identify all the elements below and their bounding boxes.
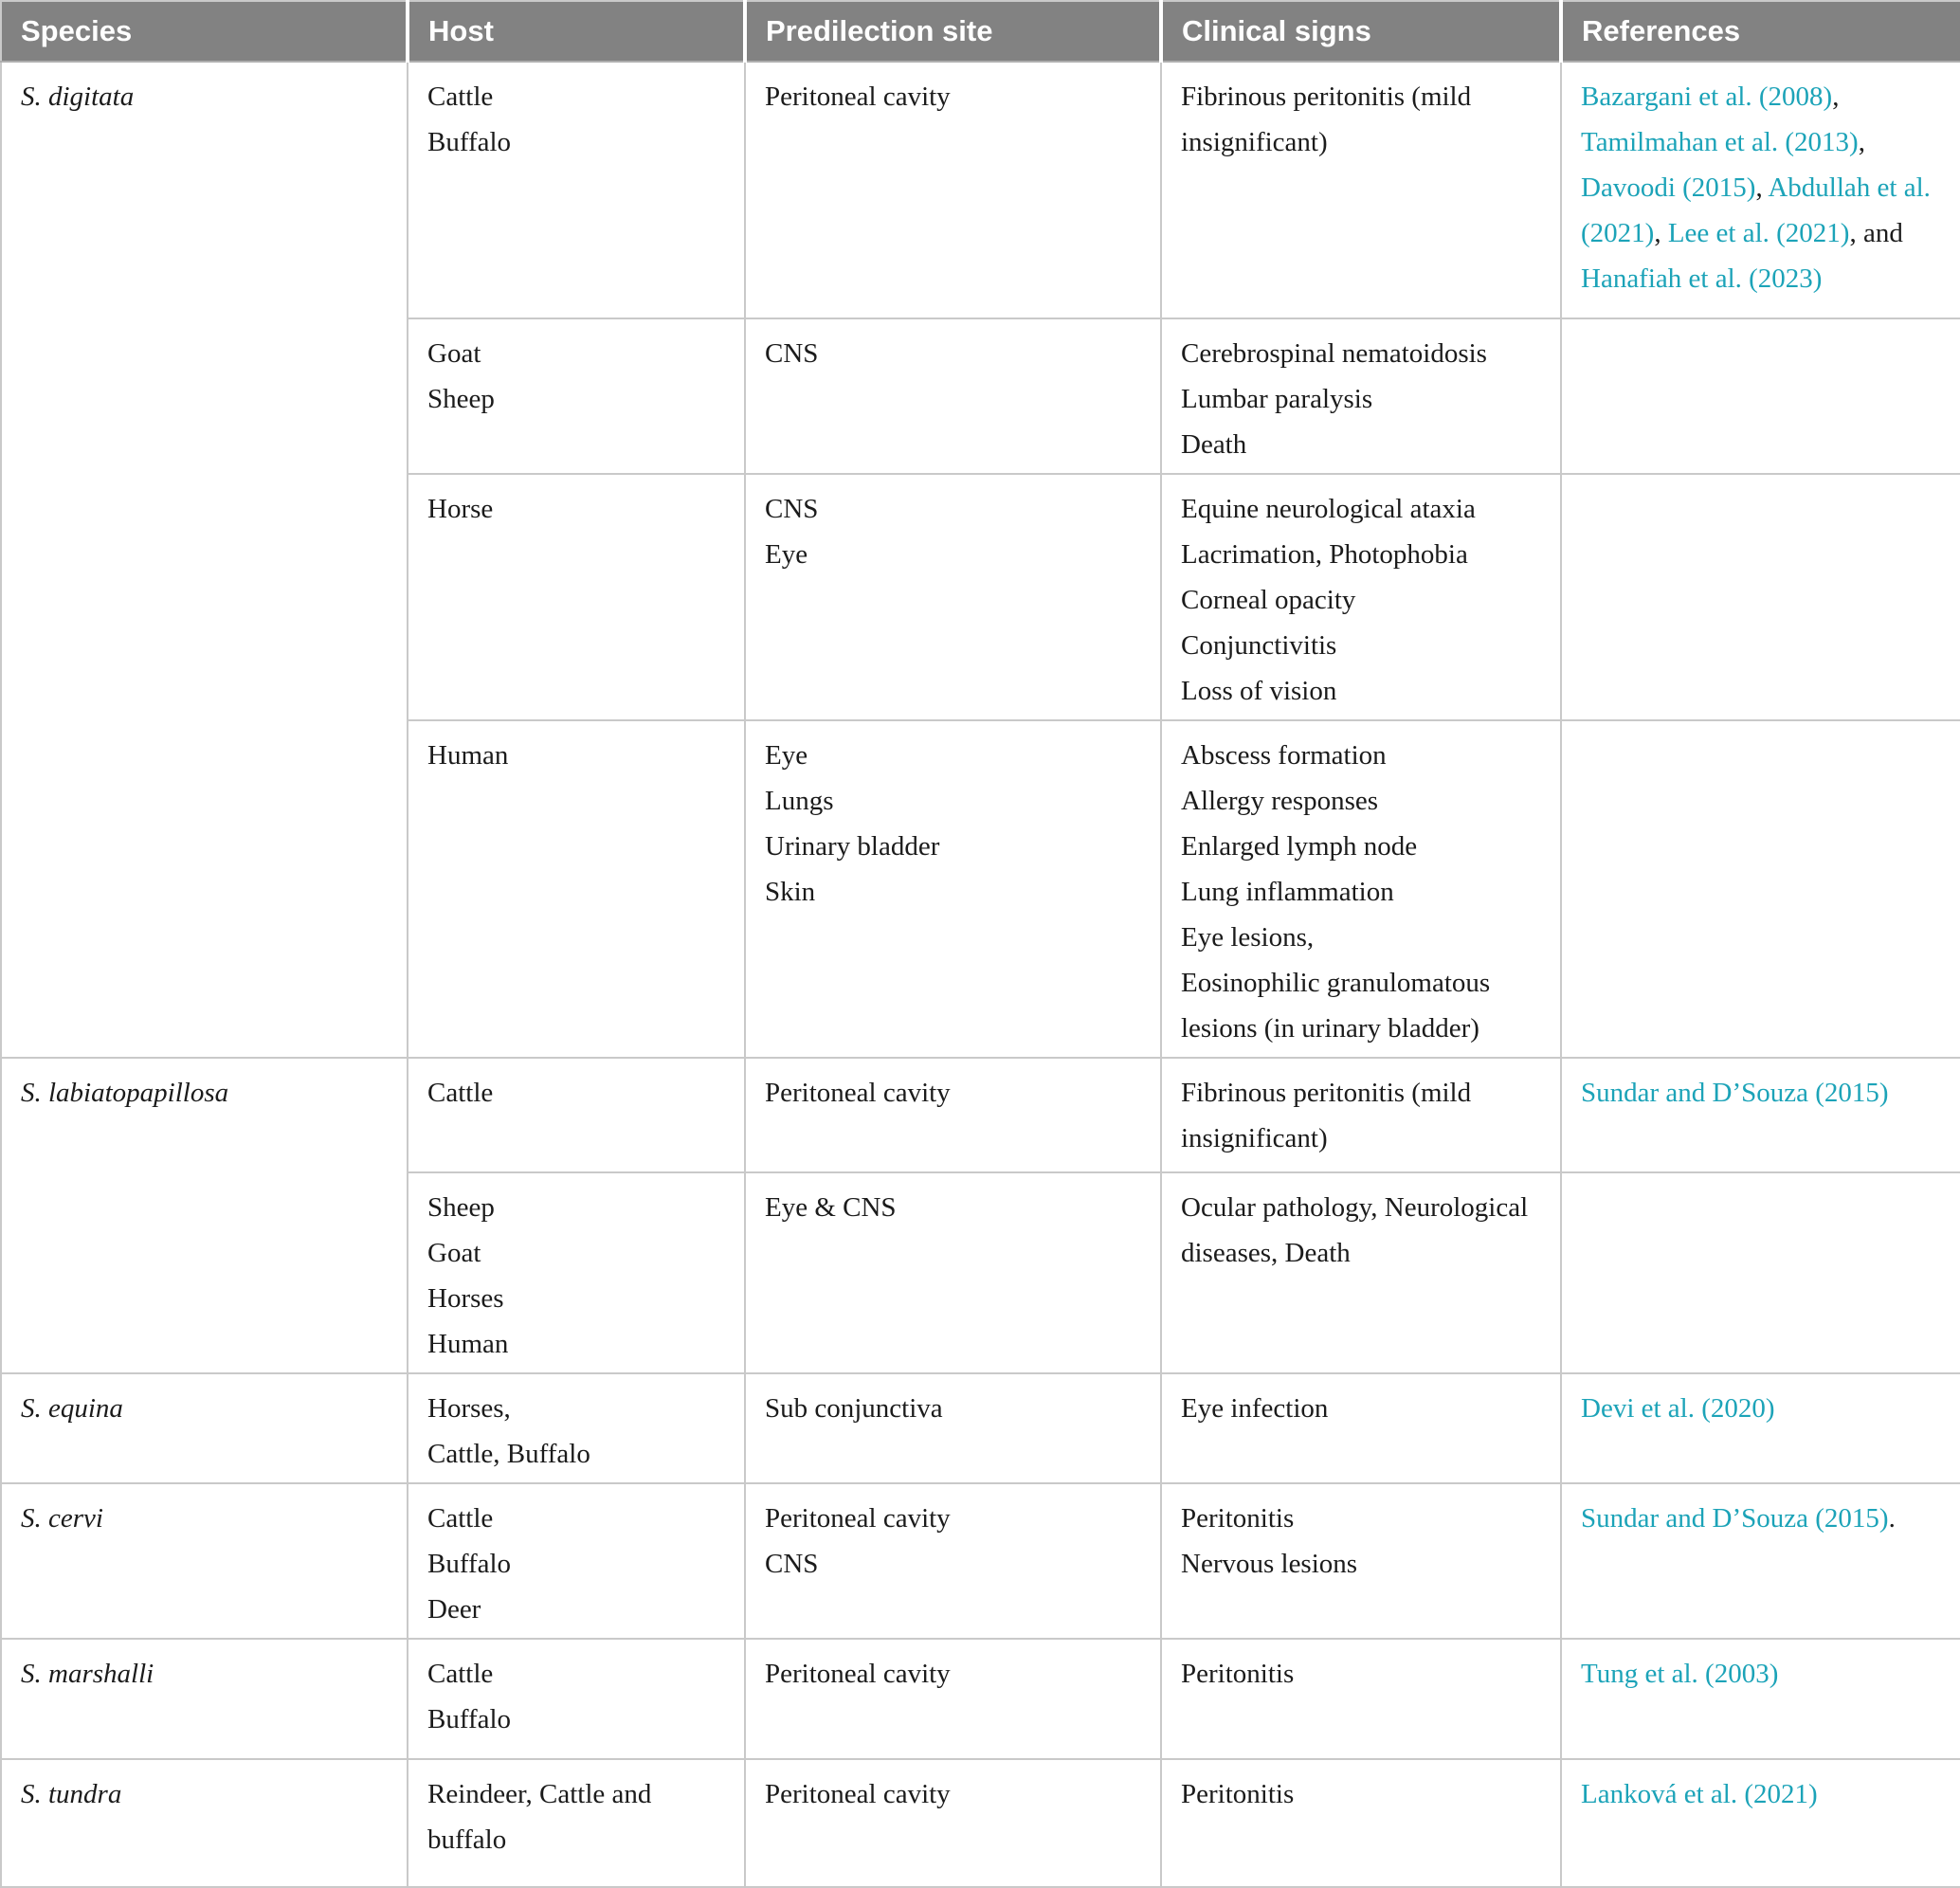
reference-link[interactable]: Sundar and D’Souza (2015) xyxy=(1581,1078,1889,1108)
cell-line: Peritonitis xyxy=(1181,1779,1295,1809)
cell-line: Horses, xyxy=(427,1393,511,1424)
clinical-signs-cell xyxy=(1161,1639,1561,1759)
cell-line: Fibrinous peritonitis (mild insignificant) xyxy=(1181,1078,1472,1153)
reference-text: . xyxy=(1888,1503,1896,1534)
clinical-signs-cell xyxy=(1161,1058,1561,1172)
reference-link[interactable]: Tamilmahan et al. (2013) xyxy=(1581,127,1859,157)
cell-line: Corneal opacity xyxy=(1181,585,1356,615)
predilection-site-cell xyxy=(745,720,1161,1058)
cell-line: Conjunctivitis xyxy=(1181,630,1337,661)
reference-text: , and xyxy=(1849,218,1903,248)
predilection-site-cell xyxy=(745,318,1161,474)
cell-line: Enlarged lymph node xyxy=(1181,831,1418,862)
reference-link[interactable]: Devi et al. (2020) xyxy=(1581,1393,1775,1424)
predilection-site-cell xyxy=(745,1759,1161,1887)
cell-line: Equine neurological ataxia xyxy=(1181,494,1476,524)
cell-line: Lungs xyxy=(765,786,834,816)
cell-line: Eye & CNS xyxy=(765,1192,897,1223)
column-header-predilection-site: Predilection site xyxy=(745,1,1161,62)
cell-line: Lung inflammation xyxy=(1181,877,1394,907)
cell-line: Cattle, Buffalo xyxy=(427,1439,590,1469)
cell-line: Goat xyxy=(427,1238,481,1268)
reference-link[interactable]: Lee et al. (2021) xyxy=(1667,218,1850,248)
reference-text: , xyxy=(1755,172,1769,203)
clinical-signs-cell xyxy=(1161,62,1561,318)
references-cell xyxy=(1561,1759,1960,1887)
reference-text: , xyxy=(1858,127,1865,157)
species-cell: S. digitata xyxy=(1,62,408,1058)
clinical-signs-cell xyxy=(1161,720,1561,1058)
cell-line: Cattle xyxy=(427,1503,494,1534)
column-header-clinical-signs: Clinical signs xyxy=(1161,1,1561,62)
host-cell xyxy=(408,1172,745,1373)
cell-line: Eye xyxy=(765,740,808,771)
cell-line: CNS xyxy=(765,1549,819,1579)
species-cell: S. equina xyxy=(1,1373,408,1483)
cell-line: Cerebrospinal nematoidosis xyxy=(1181,338,1487,369)
references-cell xyxy=(1561,474,1960,720)
references-cell xyxy=(1561,1639,1960,1759)
cell-line: Buffalo xyxy=(427,127,512,157)
cell-line: Deer xyxy=(427,1594,481,1625)
table-body xyxy=(1,62,1960,1887)
predilection-site-cell xyxy=(745,1373,1161,1483)
clinical-signs-cell xyxy=(1161,1483,1561,1639)
predilection-site-cell xyxy=(745,1483,1161,1639)
cell-line: Buffalo xyxy=(427,1704,512,1734)
host-cell xyxy=(408,1373,745,1483)
reference-link[interactable]: Abdullah et al. (2021) xyxy=(1581,172,1931,248)
cell-line: Peritonitis xyxy=(1181,1659,1295,1689)
references-cell xyxy=(1561,62,1960,318)
reference-link[interactable]: Tung et al. (2003) xyxy=(1581,1659,1779,1689)
cell-line: Ocular pathology, Neurological diseases, Death xyxy=(1181,1192,1529,1268)
cell-line: Peritoneal cavity xyxy=(765,82,951,112)
cell-line: Sheep xyxy=(427,384,495,414)
cell-line: Eye xyxy=(765,539,808,570)
header-row xyxy=(1,1,1960,62)
cell-line: Lacrimation, Photophobia xyxy=(1181,539,1468,570)
reference-link[interactable]: Bazargani et al. (2008) xyxy=(1581,82,1833,112)
clinical-signs-cell xyxy=(1161,474,1561,720)
host-cell xyxy=(408,1759,745,1887)
cell-line: Urinary bladder xyxy=(765,831,940,862)
reference-link[interactable]: Sundar and D’Souza (2015) xyxy=(1581,1503,1889,1534)
table-row xyxy=(1,1483,1960,1639)
host-cell xyxy=(408,318,745,474)
cell-line: Cattle xyxy=(427,1659,494,1689)
host-cell xyxy=(408,1058,745,1172)
cell-line: Horses xyxy=(427,1283,504,1314)
cell-line: Eosinophilic granulomatous lesions (in urinary bladder) xyxy=(1181,968,1491,1044)
cell-line: Eye lesions, xyxy=(1181,922,1315,953)
cell-line: Allergy responses xyxy=(1181,786,1379,816)
cell-line: Reindeer, Cattle and buffalo xyxy=(427,1779,652,1855)
cell-line: Cattle xyxy=(427,82,494,112)
cell-line: Peritoneal cavity xyxy=(765,1659,951,1689)
cell-line: Skin xyxy=(765,877,816,907)
cell-line: Peritonitis xyxy=(1181,1503,1295,1534)
table-row xyxy=(1,1058,1960,1172)
table-row xyxy=(1,1759,1960,1887)
predilection-site-cell xyxy=(745,1058,1161,1172)
host-cell xyxy=(408,62,745,318)
cell-line: Fibrinous peritonitis (mild insignificant) xyxy=(1181,82,1472,157)
references-cell xyxy=(1561,1483,1960,1639)
host-cell xyxy=(408,1483,745,1639)
clinical-signs-cell xyxy=(1161,1172,1561,1373)
cell-line: Human xyxy=(427,1329,509,1359)
cell-line: Goat xyxy=(427,338,481,369)
reference-text: , xyxy=(1832,82,1840,112)
cell-line: Sheep xyxy=(427,1192,495,1223)
references-cell xyxy=(1561,1058,1960,1172)
table-row xyxy=(1,62,1960,318)
references-cell xyxy=(1561,1373,1960,1483)
clinical-signs-cell xyxy=(1161,1759,1561,1887)
reference-link[interactable]: Davoodi (2015) xyxy=(1581,172,1756,203)
reference-text: , xyxy=(1654,218,1668,248)
cell-line: Sub conjunctiva xyxy=(765,1393,943,1424)
references-cell xyxy=(1561,720,1960,1058)
reference-link[interactable]: Lanková et al. (2021) xyxy=(1581,1779,1818,1809)
predilection-site-cell xyxy=(745,1172,1161,1373)
species-cell: S. cervi xyxy=(1,1483,408,1639)
cell-line: Death xyxy=(1181,429,1247,460)
column-header-species: Species xyxy=(1,1,408,62)
cell-line: Lumbar paralysis xyxy=(1181,384,1373,414)
species-cell: S. labiatopapillosa xyxy=(1,1058,408,1373)
species-cell: S. tundra xyxy=(1,1759,408,1887)
cell-line: CNS xyxy=(765,494,819,524)
cell-line: Peritoneal cavity xyxy=(765,1779,951,1809)
clinical-signs-cell xyxy=(1161,1373,1561,1483)
table-row xyxy=(1,1373,1960,1483)
cell-line: Abscess formation xyxy=(1181,740,1387,771)
cell-line: Nervous lesions xyxy=(1181,1549,1358,1579)
cell-line: Eye infection xyxy=(1181,1393,1329,1424)
predilection-site-cell xyxy=(745,1639,1161,1759)
predilection-site-cell xyxy=(745,62,1161,318)
cell-line: CNS xyxy=(765,338,819,369)
table-row xyxy=(1,1639,1960,1759)
species-cell: S. marshalli xyxy=(1,1639,408,1759)
cell-line: Peritoneal cavity xyxy=(765,1078,951,1108)
host-cell xyxy=(408,1639,745,1759)
clinical-signs-cell xyxy=(1161,318,1561,474)
cell-line: Horse xyxy=(427,494,494,524)
cell-line: Peritoneal cavity xyxy=(765,1503,951,1534)
cell-line: Human xyxy=(427,740,509,771)
predilection-site-cell xyxy=(745,474,1161,720)
column-header-host: Host xyxy=(408,1,745,62)
reference-link[interactable]: Hanafiah et al. (2023) xyxy=(1581,263,1823,294)
cell-line: Loss of vision xyxy=(1181,676,1337,706)
host-cell xyxy=(408,720,745,1058)
references-cell xyxy=(1561,318,1960,474)
cell-line: Buffalo xyxy=(427,1549,512,1579)
cell-line: Cattle xyxy=(427,1078,494,1108)
references-cell xyxy=(1561,1172,1960,1373)
host-cell xyxy=(408,474,745,720)
column-header-references: References xyxy=(1561,1,1960,62)
